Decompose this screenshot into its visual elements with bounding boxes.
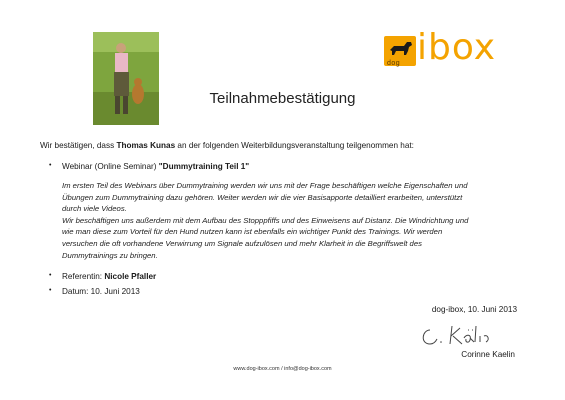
photo-illustration <box>93 32 159 125</box>
participant-photo <box>93 32 159 125</box>
bullet-icon: • <box>49 287 52 294</box>
intro-pre: Wir bestätigen, dass <box>40 141 117 150</box>
logo-dog-box <box>384 36 416 66</box>
signer-name: Corinne Kaelin <box>461 350 515 359</box>
webinar-description <box>62 180 522 261</box>
webinar-title: "Dummytraining Teil 1" <box>158 162 250 171</box>
footer-contact: www.dog-ibox.com / info@dog-ibox.com <box>233 366 332 372</box>
description-line: durch viele Videos. <box>62 204 127 214</box>
speaker-line <box>62 272 156 281</box>
speaker-label: Referentin: <box>62 272 105 281</box>
description-line: Übungen zum Dummytraining dazu gehören. Weiter werden wir die vier Basisapporte detailliert erarbeiten, unterstützt <box>62 192 463 202</box>
webinar-line <box>62 162 249 171</box>
signature <box>418 320 498 350</box>
bullet-icon: • <box>49 162 52 169</box>
intro-post: an der folgenden Weiterbildungsveranstaltung teilgenommen hat: <box>175 141 414 150</box>
description-line: wie man diese zum Vorteil für den Hund nutzen kann ist ebenfalls ein wichtiger Punkt des Trainings. Wir werden <box>62 227 443 237</box>
description-line: versuchen die oft vorhandene Verwirrung um Signale aufzulösen und mehr Klarheit in die Begriffswelt des <box>62 238 422 248</box>
logo-dog-text: dog <box>387 60 401 67</box>
intro-sentence <box>40 141 414 150</box>
page-title: Teilnahmebestätigung <box>209 90 356 107</box>
speaker-item <box>0 272 565 284</box>
description-line: Dummytrainings zu bringen. <box>62 250 158 260</box>
dog-silhouette-icon <box>384 36 416 58</box>
bullet-icon: • <box>49 272 52 279</box>
webinar-prefix: Webinar (Online Seminar) <box>62 162 159 171</box>
speaker-name: Nicole Pfaller <box>104 272 157 281</box>
dog-ibox-logo <box>384 27 514 70</box>
description-line: Im ersten Teil des Webinars über Dummytraining werden wir uns mit der Frage beschäftigen welche Eigenschaften und <box>62 181 468 190</box>
webinar-item <box>0 162 565 174</box>
participant-name: Thomas Kunas <box>116 141 176 150</box>
signature-scribble-icon <box>418 320 498 350</box>
description-line: Wir beschäftigen uns außerdem mit dem Aufbau des Stopppfiffs und des Einweisens auf Distanz. Die Windrichtung und <box>62 215 469 225</box>
date-item <box>0 287 565 299</box>
logo-ibox-text: ibox <box>417 27 497 68</box>
date-text: Datum: 10. Juni 2013 <box>62 287 140 296</box>
place-date: dog-ibox, 10. Juni 2013 <box>431 305 517 314</box>
